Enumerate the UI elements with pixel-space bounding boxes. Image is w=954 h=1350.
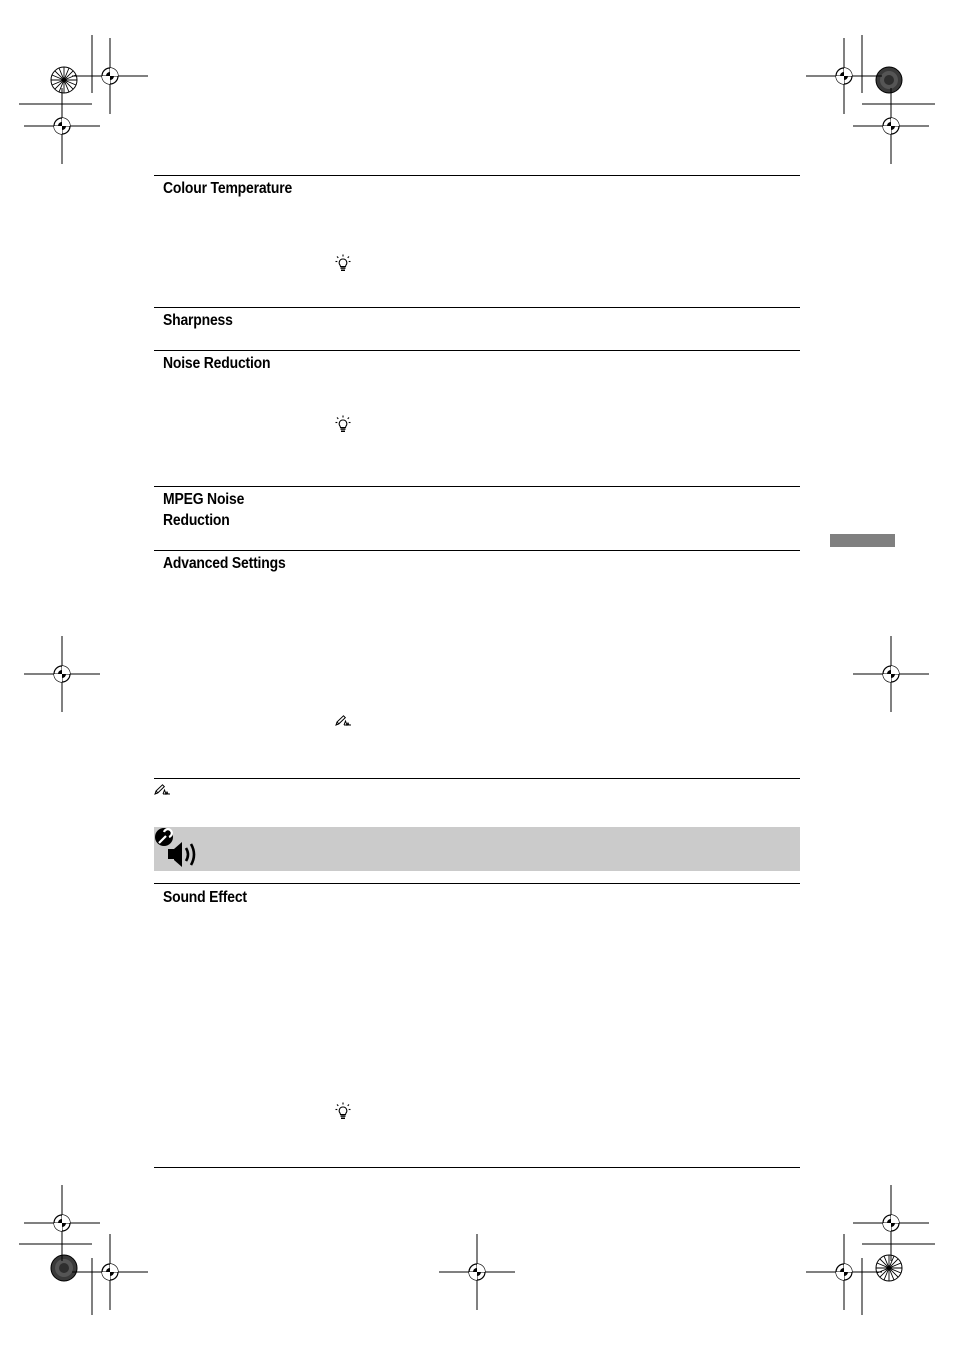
lightbulb-hint-icon [335,1102,351,1120]
term-label: Sound Effect [163,889,247,906]
term-label-line1: MPEG Noise [163,491,245,508]
table-rule [154,550,800,551]
table-rule [154,778,800,779]
table-rule [154,486,800,487]
term-colour-temperature [163,178,316,199]
table-rule [154,350,800,351]
chapter-thumb-tab [830,534,895,547]
term-label-line2: Reduction [163,512,230,529]
table-rule [154,175,800,176]
term-sound-effect [163,887,316,908]
pencil-note-icon [154,784,171,795]
lightbulb-hint-icon [335,254,351,272]
term-label: Sharpness [163,312,233,329]
wrench-speaker-icon [154,827,202,873]
term-label: Colour Temperature [163,180,293,197]
term-advanced-settings [163,553,316,574]
term-label: Noise Reduction [163,355,271,372]
term-label: Advanced Settings [163,555,286,572]
pencil-note-icon [335,715,352,726]
table-rule [154,307,800,308]
term-sharpness [163,310,316,331]
lightbulb-hint-icon [335,415,351,433]
table-rule [154,1167,800,1168]
table-rule [154,883,800,884]
term-mpeg-noise-reduction [163,489,316,531]
term-noise-reduction [163,353,316,374]
sound-section-header [154,827,800,871]
